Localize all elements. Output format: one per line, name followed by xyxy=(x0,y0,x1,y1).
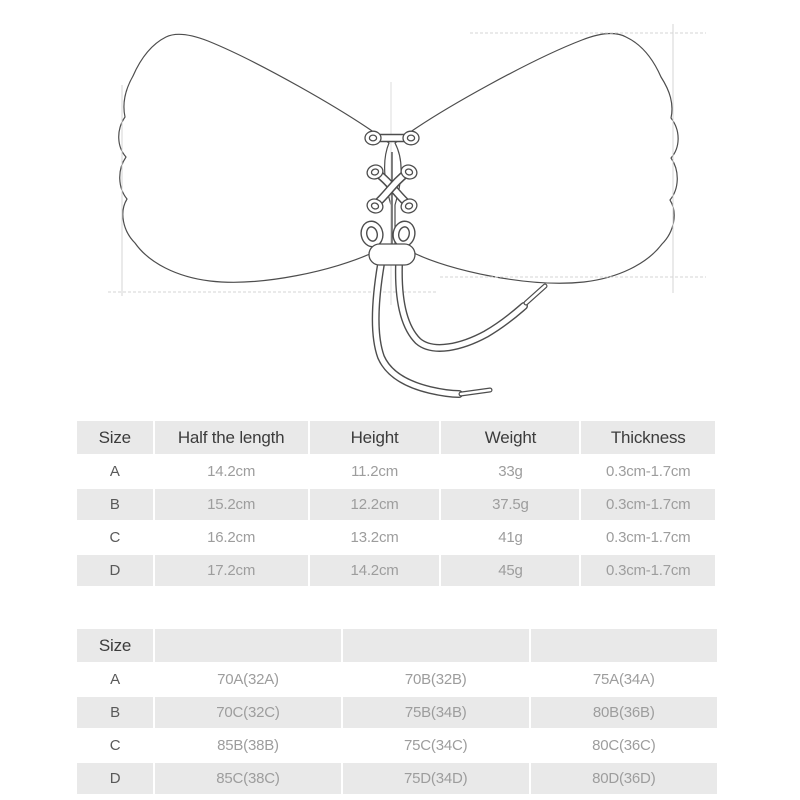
cell-size-option: 85C(38C) xyxy=(155,763,341,794)
cell-size-option: 70B(32B) xyxy=(343,664,529,695)
cell-size-option: 85B(38B) xyxy=(155,730,341,761)
right-cup xyxy=(395,33,678,283)
size-letter: B xyxy=(77,697,153,728)
sizes-header-empty xyxy=(531,629,717,662)
cell-size-option: 75B(34B) xyxy=(343,697,529,728)
cell-size-option: 75A(34A) xyxy=(531,664,717,695)
cell-weight: 37.5g xyxy=(441,489,579,520)
table-row xyxy=(77,489,715,520)
cell-size-option: 80B(36B) xyxy=(531,697,717,728)
sizes-header-size: Size xyxy=(77,629,153,662)
size-conversion-table xyxy=(75,627,719,796)
left-cup xyxy=(119,34,391,282)
sizes-header-empty xyxy=(343,629,529,662)
spec-header-half-length: Half the length xyxy=(155,421,308,454)
cell-half-length: 16.2cm xyxy=(155,522,308,553)
eyelet xyxy=(365,131,381,145)
cell-height: 14.2cm xyxy=(310,555,440,586)
spec-header-weight: Weight xyxy=(441,421,579,454)
table-row xyxy=(77,456,715,487)
spec-header-size: Size xyxy=(77,421,153,454)
sizes-header-row xyxy=(77,629,717,662)
cord-long xyxy=(376,264,459,394)
table-row xyxy=(77,730,717,761)
cell-weight: 45g xyxy=(441,555,579,586)
cell-size-option: 75C(34C) xyxy=(343,730,529,761)
cell-size-option: 70A(32A) xyxy=(155,664,341,695)
cell-size-option: 70C(32C) xyxy=(155,697,341,728)
cell-half-length: 14.2cm xyxy=(155,456,308,487)
spec-header-row xyxy=(77,421,715,454)
table-row xyxy=(77,522,715,553)
cell-thickness: 0.3cm-1.7cm xyxy=(581,522,715,553)
spec-table xyxy=(75,419,717,588)
cell-weight: 33g xyxy=(441,456,579,487)
size-letter: C xyxy=(77,730,153,761)
size-letter: B xyxy=(77,489,153,520)
table-row xyxy=(77,697,717,728)
cell-thickness: 0.3cm-1.7cm xyxy=(581,456,715,487)
cell-thickness: 0.3cm-1.7cm xyxy=(581,555,715,586)
table-row xyxy=(77,555,715,586)
cell-size-option: 75D(34D) xyxy=(343,763,529,794)
cell-half-length: 15.2cm xyxy=(155,489,308,520)
table-row xyxy=(77,664,717,695)
cell-weight: 41g xyxy=(441,522,579,553)
cell-size-option: 80C(36C) xyxy=(531,730,717,761)
sizes-header-empty xyxy=(155,629,341,662)
spec-header-height: Height xyxy=(310,421,440,454)
cell-size-option: 80D(36D) xyxy=(531,763,717,794)
size-letter: D xyxy=(77,555,153,586)
cord-lock-toggle xyxy=(369,244,415,265)
cell-height: 11.2cm xyxy=(310,456,440,487)
cell-height: 12.2cm xyxy=(310,489,440,520)
spec-header-thickness: Thickness xyxy=(581,421,715,454)
size-letter: A xyxy=(77,456,153,487)
table-row xyxy=(77,763,717,794)
size-letter: A xyxy=(77,664,153,695)
cell-thickness: 0.3cm-1.7cm xyxy=(581,489,715,520)
size-letter: D xyxy=(77,763,153,794)
cell-height: 13.2cm xyxy=(310,522,440,553)
size-letter: C xyxy=(77,522,153,553)
drawstring-cords xyxy=(376,264,545,394)
cell-half-length: 17.2cm xyxy=(155,555,308,586)
eyelet xyxy=(403,131,419,145)
